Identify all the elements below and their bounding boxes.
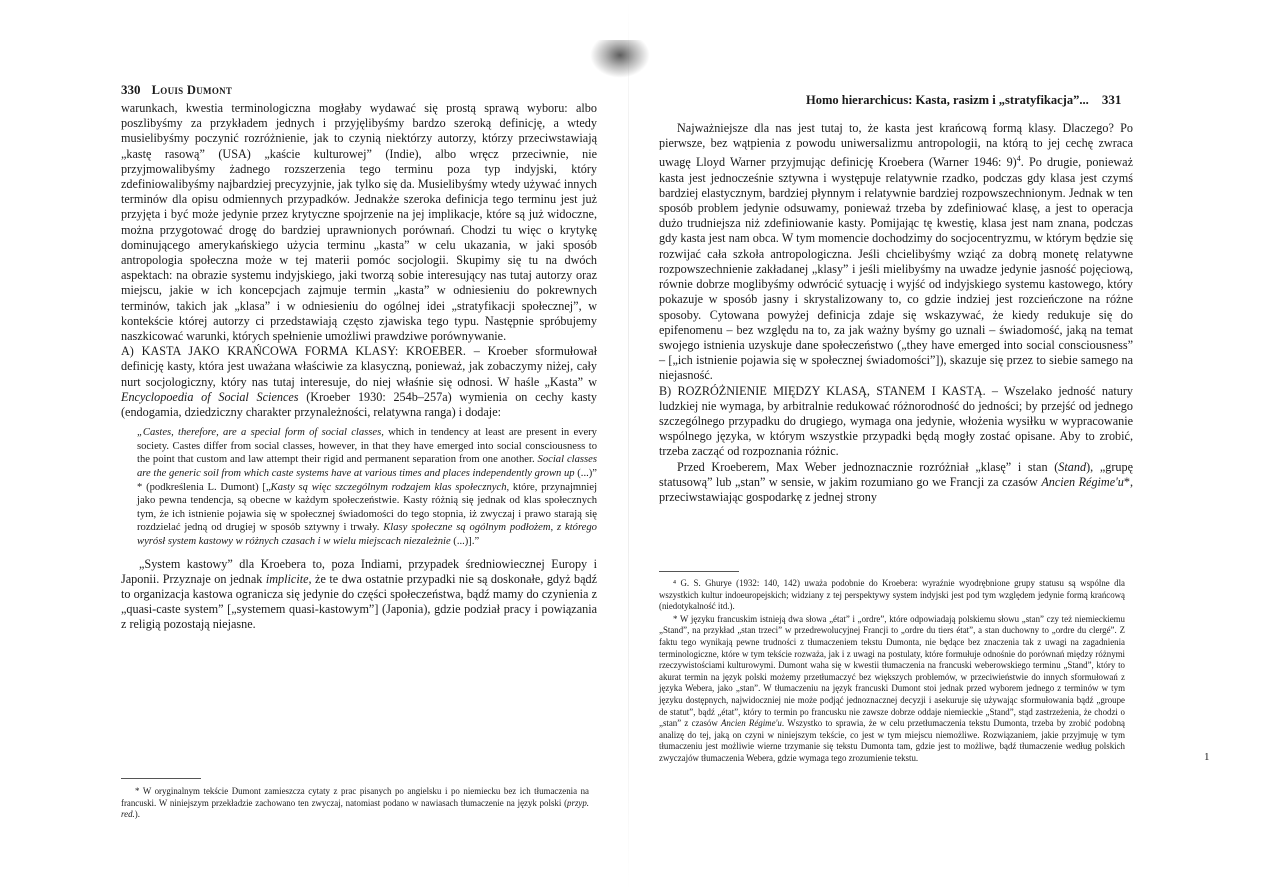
footnote-star: * W języku francuskim istnieją dwa słowa „état” i „ordre”, które odpowiadają polskiemu słowu „stan” czy też niemieckiemu „Stand”, na przykład „stan trzeci” w przedrewolucyjnej Francji to „ordre du tiers état”, a stan duchowny to „ordre du clergé”. Z faktu tego wynikają pewne trudności z tłumaczeniem tekstu Dumonta, nie będące bez znaczenia tak z uwagi na zagadnienia terminologiczne, które w tym tekście rozważa, jak i z uwagi na postulaty, które formułuje odnośnie do porównań między różnymi rzeczywistościami kulturowymi. Dumont waha się w kwestii tłumaczenia na francuski weberowskiego terminu „Stand”, który to akurat termin na język polski możemy przetłumaczyć bez większych problemów, w przeciwieństwie do innych sformułowań z języka Webera, jako „stan”. W tłumaczeniu na język francuski Dumont stoi jednak przed wyborem jednego z terminów w tym języku dostępnych, najwidoczniej nie może podjąć jednoznacznej decyzji i asekuruje się używając sformułowania bądź „groupe de statut”, bądź „état”, który to termin po francusku nie zawsze dobrze oddaje niemieckie „Stand”, stąd zastrzeżenia, że chodzi o „stan” z czasów Ancien Régime'u. Wszystko to sprawia, że w celu przetłumaczenia tekstu Dumonta, trzeba by zrobić podobną analizę do tej, jaką on czyni w niniejszym tekście, co jest w tym miejscu niemożliwe. Rozwiązaniem, jakie przyjmuję w tym tłumaczeniu jest możliwie wierne trzymanie się tekstu Dumonta tam, gdzie jest to możliwe, bądź tłumaczenie według polskich zwyczajów tłumaczenia Webera, gdzie wymaga tego zrozumienie tekstu.	[659, 613, 1125, 763]
left-running-head	[121, 82, 232, 98]
encyclopedia-title: Encyclopoedia of Social Sciences	[121, 389, 299, 404]
right-paragraph-1: Najważniejsze dla nas jest tutaj to, że kasta jest krańcową formą klasy. Dlaczego? Po pierwsze, bez wątpienia z powodu uniwersalizmu antropologii, na którą to jej cechę zwraca uwagę Lloyd Warner przyjmując definicję Kroebera (Warner 1946: 9)$^4$. Po drugie, ponieważ kasta jest jednocześnie sztywna i występuje relatywnie rzadko, podczas gdy klasa jest czymś bardziej elastycznym, bardziej płynnym i relatywnie bardziej rozpowszechnionym. Jednak w ten sposób problem jedynie odsuwamy, ponieważ trzeba by zdefiniować klasę, a jest to operacja dużo trudniejsza niż zdefiniowanie kasty. Pomijając tę kwestię, klasa jest nam znana, podczas gdy kasta jest nam obca. W tym momencie dochodzimy do socjocentryzmu, w którym będzie się rozwijać cała szkoła antropologiczna. Jeśli chcielibyśmy wziąć za dobrą monetę relatywne rozpowszechnienie zakładanej „klasy” i jeśli mielibyśmy na uwadze jedynie jasność pojęciową, równie dobrze moglibyśmy odwrócić sytuację i wyjść od indyjskiego systemu kastowego, który pokazuje w sposób jasny i skrystalizowany to, co gdzie indziej jest rozcieńczone na różne sposoby. Cytowana powyżej definicja zdaje się wskazywać, że kiedy redukuje się do epifenomenu – bez względu na to, za jak ważny byśmy go uznali – świadomość, jaką na temat swojego istnienia uzyskuje dane społeczeństwo („they have emerged into social consciousness” – [„ich istnienie pojawia się w społecznej świadomości”]), skazuje się przez to siebie samego na niejasność.	[659, 121, 1133, 383]
left-page-number: 330	[121, 82, 141, 97]
right-running-head	[806, 92, 1121, 108]
left-body-column	[121, 101, 597, 633]
left-footnote-rule	[121, 778, 201, 779]
right-paragraph-3: Przed Kroeberem, Max Weber jednoznacznie rozróżniał „klasę” i stan (Stand), „grupę statusową” lub „stan” w sensie, w jakim rozumiano go we Francji za czasów Ancien Régime'u*, przeciwstawiając gospodarkę z jednej strony	[659, 459, 1133, 504]
section-a-heading: A) KASTA JAKO KRAŃCOWA FORMA KLASY: KROEBER.	[121, 344, 466, 359]
section-b-heading: B) ROZRÓŻNIENIE MIĘDZY KLASĄ, STANEM I KASTĄ.	[659, 383, 986, 398]
margin-mark: 1	[1204, 751, 1210, 763]
kroeber-quote: „Castes, therefore, are a special form of social classes, which in tendency at least are present in every society. Castes differ from social classes, however, in that they have emerged into social consciousness to the point that custom and law attempt their rigid and permanent separation from one another. Social classes are the generic soil from which caste systems have at various times and places independently grown up (...)” * (podkreślenia L. Dumont) [„Kasty są więc szczególnym rodzajem klas społecznych, które, przynajmniej jako pewna tendencja, są obecne w każdym społeczeństwie. Kasty różnią się jednak od klas społecznych tym, że ich istnienie pojawia się w społecznej świadomości do tego stopnia, iż zwyczaj i prawo starają się rozdzielać jedną od drugiej w sposób sztywny i trwały. Klasy społeczne są ogólnym podłożem, z którego wyrósł system kastowy w różnych czasach i w wielu miejscach niezależnie (...)].”	[137, 427, 598, 548]
right-page	[632, 0, 1263, 893]
left-paragraph-after-quote: „System kastowy” dla Kroebera to, poza Indiami, przypadek średniowiecznej Europy i Japonii. Przyznaje on jednak implicite, że te dwa ostatnie przypadki nie są doskonałe, gdyż bądź to organizacja kastowa ogranicza się jedynie do części społeczeństwa, bądź mamy do czynienia z „quasi-caste system” [„systemem quasi-kastowym”] (Japonia), gdzie podział pracy i powiązania z religią pozostają niejasne.	[121, 556, 597, 632]
footnote-4: ⁴ G. S. Ghurye (1932: 140, 142) uważa podobnie do Kroebera: wyraźnie wyodrębnione grupy statusu są wspólne dla wszystkich kultur indoeuropejskich; widziany z tej perspektywy system indyjski jest pod tym względem jedynie formą krańcową (niedotykalność itd.).	[659, 578, 1125, 612]
section-b-paragraph: B) ROZRÓŻNIENIE MIĘDZY KLASĄ, STANEM I KASTĄ. – Wszelako jedność natury ludzkiej nie wymaga, by arbitralnie redukować różnorodność do jedności; by przejść od jednego szczególnego przypadku do drugiego, wymaga ona jedynie, włożenia wysiłku w wypracowanie wspólnego języka, w którym wszystkie przypadki będą mogły zostać opisane. Aby to zrobić, trzeba zacząć od rozpoznania różnic.	[659, 383, 1133, 459]
right-body-column	[659, 121, 1133, 505]
left-author-name: Louis Dumont	[151, 83, 233, 97]
right-running-title: Homo hierarchicus: Kasta, rasizm i „stratyfikacja”...	[806, 93, 1089, 107]
right-page-number: 331	[1101, 92, 1122, 107]
right-footnote-rule	[659, 571, 739, 572]
left-footnote: * W oryginalnym tekście Dumont zamieszcza cytaty z prac pisanych po angielsku i po niemiecku bez ich tłumaczenia na francuski. W niniejszym przekładzie zachowano ten zwyczaj, natomiast podano w nawiasach tłumaczenie na język polski (przyp. red.).	[121, 786, 589, 820]
left-page	[0, 0, 631, 893]
section-a-paragraph: A) KASTA JAKO KRAŃCOWA FORMA KLASY: KROEBER. – Kroeber sformułował definicję kasty, która jest uważana właściwie za klasyczną, ponieważ, jak zobaczymy niżej, cały nurt socjologiczny, który nas tutaj interesuje, do niej właśnie się odnosi. W haśle „Kasta” w Encyclopoedia of Social Sciences (Kroeber 1930: 254b–257a) wymienia on cechy kasty (endogamia, dziedziczny charakter przynależności, relatywna ranga) i dodaje:	[121, 344, 597, 420]
right-footnotes	[659, 578, 1125, 766]
left-paragraph-1: warunkach, kwestia terminologiczna mogłaby wydawać się prostą sprawą wyboru: albo poszlibyśmy za przykładem jednych i przyjęlibyśmy bardzo szeroką definicję, a wtedy musielibyśmy poczynić rozróżnienie, jak to czynią niektórzy autorzy, którzy przeciwstawiają „kastę rasową” (USA) „kaście kulturowej” (Indie), albo wręcz przeciwnie, nie przyjmowalibyśmy żadnego rozszerzenia tego terminu poza typ indyjski, który zdefiniowalibyśmy najbardziej precyzyjnie, jak tylko się da. Musielibyśmy wtedy używać innych terminów dla opisu odmiennych przypadków. Jednakże szeroka definicja tego terminu jest już przyjęta i być może jedynie przez krytyczne spojrzenie na jej implikacje, które są już widoczne, można przygotować drogę do bardziej uprawnionych porównań. Chodzi tu więc o krytykę dominującego amerykańskiego użycia terminu „kasta” w celu ukazania, w jaki sposób antropologia społeczna może w tej materii pomóc socjologii. Skupimy się tu na dwóch aspektach: na obrazie systemu indyjskiego, jaki tworzą sobie interesujący nas tutaj autorzy oraz miejscu, jakie w ich koncepcjach zajmuje termin „kasta” w odniesieniu do pokrewnych terminów, takich jak „klasa” i w odniesieniu do ogólnej idei „stratyfikacji społecznej”, w kontekście której autorzy ci przedstawiają często zjawiska tego typu. Następnie spróbujemy naszkicować warunki, których spełnienie umożliwi prawdziwe porównywanie.	[121, 101, 597, 344]
